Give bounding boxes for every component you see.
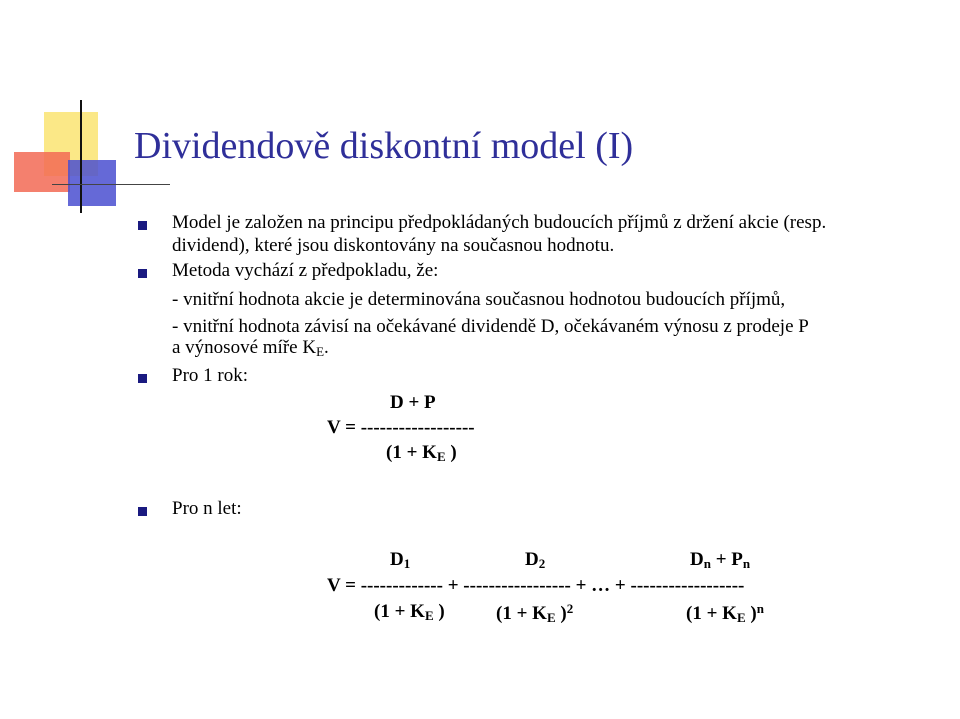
bullet-1-line-1: Model je založen na principu předpokládaných budoucích příjmů z držení akcie (resp. <box>172 212 827 233</box>
formula1-numerator: D + P <box>390 392 436 413</box>
bullet-2-line-1: Metoda vychází z předpokladu, že: <box>172 260 439 281</box>
bullet-2-dash-3: a výnosové míře $K_E$. <box>172 337 329 359</box>
bullet-icon <box>138 269 147 278</box>
formula2-numerator-1: $D_1$ <box>390 549 411 571</box>
bullet-3-text: Pro 1 rok: <box>172 365 248 386</box>
decorative-vertical-line <box>80 100 82 213</box>
formula2-main: V = ------------- + ----------------- + … + ------------------ <box>327 575 745 596</box>
bullet-2-dash-1: - vnitřní hodnota akcie je determinována současnou hodnotou budoucích příjmů, <box>172 289 786 310</box>
formula2-denominator-3: ($1 + K_E$ )$^n$ <box>686 601 764 625</box>
bullet-2-dash-2: - vnitřní hodnota závisí na očekávané dividendě D, očekávaném výnosu z prodeje P <box>172 316 809 337</box>
formula1-main: V = ------------------ <box>327 417 475 438</box>
formula2-numerator-2: $D_2$ <box>525 549 546 571</box>
slide-title: Dividendově diskontní model (I) <box>134 125 634 167</box>
bullet-icon <box>138 221 147 230</box>
bullet-icon <box>138 374 147 383</box>
decorative-horizontal-line <box>52 184 170 185</box>
formula2-denominator-2: ($1 + K_E$ )$^2$ <box>496 601 574 625</box>
formula2-numerator-3: $D_n + P_n$ <box>690 549 751 571</box>
bullet-icon <box>138 507 147 516</box>
decorative-red-square <box>14 152 70 192</box>
bullet-1-line-2: dividend), které jsou diskontovány na současnou hodnotu. <box>172 235 615 256</box>
decorative-blue-square <box>68 160 116 206</box>
bullet-4-text: Pro n let: <box>172 498 242 519</box>
formula2-denominator-1: ($1 + K_E$ ) <box>374 601 445 623</box>
formula1-denominator: ($1 + K_E$ ) <box>386 442 457 464</box>
